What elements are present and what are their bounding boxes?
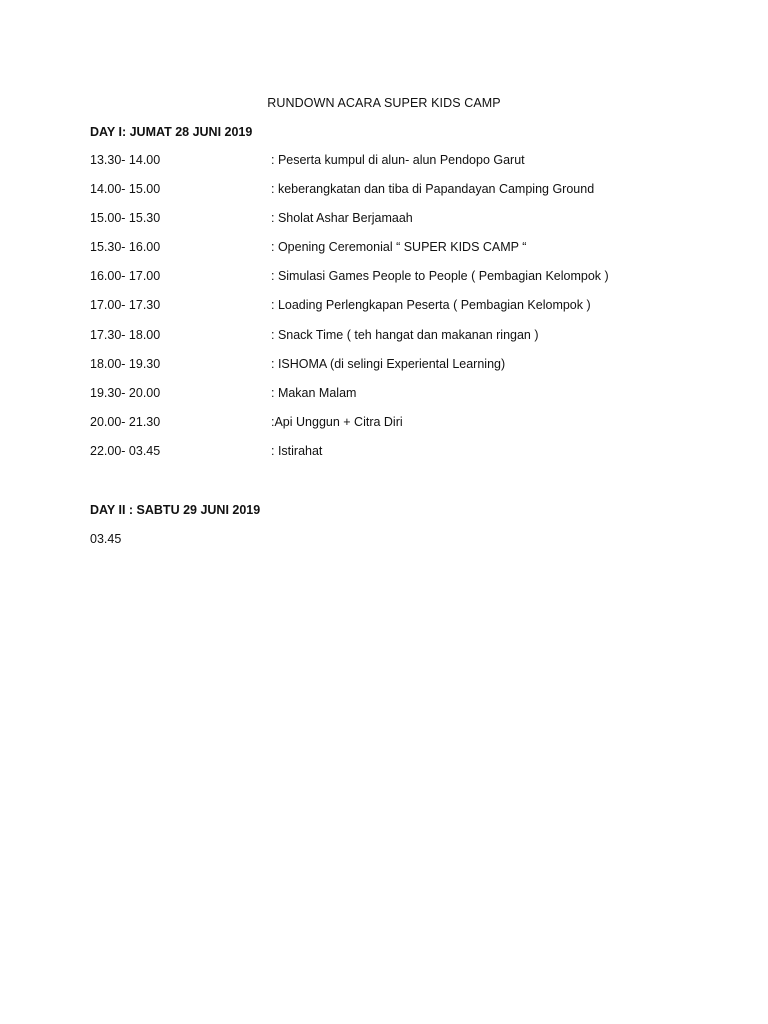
schedule-activity: : Snack Time ( teh hangat dan makanan ringan ) [271, 327, 539, 342]
schedule-time: 22.00- 03.45 [90, 443, 161, 458]
schedule-time: 17.30- 18.00 [90, 327, 161, 342]
day2-heading: DAY II : SABTU 29 JUNI 2019 [90, 503, 261, 517]
schedule-time: 14.00- 15.00 [90, 182, 161, 197]
day1-schedule [90, 152, 730, 472]
schedule-time: 18.00- 19.30 [90, 356, 161, 371]
schedule-row [90, 268, 730, 297]
schedule-row [90, 152, 730, 181]
schedule-row [90, 356, 730, 385]
document-title: RUNDOWN ACARA SUPER KIDS CAMP [267, 96, 501, 110]
schedule-time: 16.00- 17.00 [90, 269, 161, 284]
schedule-activity: : Opening Ceremonial “ SUPER KIDS CAMP “ [271, 240, 527, 255]
schedule-time: 20.00- 21.30 [90, 414, 161, 429]
schedule-time: 13.30- 14.00 [90, 153, 161, 167]
schedule-row [90, 327, 730, 356]
schedule-activity: : Simulasi Games People to People ( Pembagian Kelompok ) [271, 269, 609, 284]
schedule-activity: : Istirahat [271, 443, 323, 458]
schedule-activity: :Api Unggun + Citra Diri [271, 414, 403, 429]
schedule-time: 17.00- 17.30 [90, 298, 161, 313]
schedule-row [90, 414, 730, 443]
schedule-row [90, 181, 730, 210]
schedule-activity: : Sholat Ashar Berjamaah [271, 211, 413, 226]
schedule-activity: : Peserta kumpul di alun- alun Pendopo Garut [271, 153, 525, 167]
day2-schedule-time: 03.45 [90, 532, 122, 546]
schedule-activity: : Makan Malam [271, 385, 357, 400]
schedule-row [90, 385, 730, 414]
schedule-row [90, 443, 730, 472]
schedule-activity: : Loading Perlengkapan Peserta ( Pembagian Kelompok ) [271, 298, 591, 313]
schedule-row [90, 239, 730, 268]
schedule-time: 15.30- 16.00 [90, 240, 161, 255]
schedule-activity: : keberangkatan dan tiba di Papandayan Camping Ground [271, 182, 595, 197]
day1-heading: DAY I: JUMAT 28 JUNI 2019 [90, 125, 253, 139]
schedule-activity: : ISHOMA (di selingi Experiental Learning) [271, 356, 506, 371]
schedule-time: 15.00- 15.30 [90, 211, 161, 226]
schedule-time: 19.30- 20.00 [90, 385, 161, 400]
schedule-row [90, 297, 730, 326]
schedule-row [90, 210, 730, 239]
